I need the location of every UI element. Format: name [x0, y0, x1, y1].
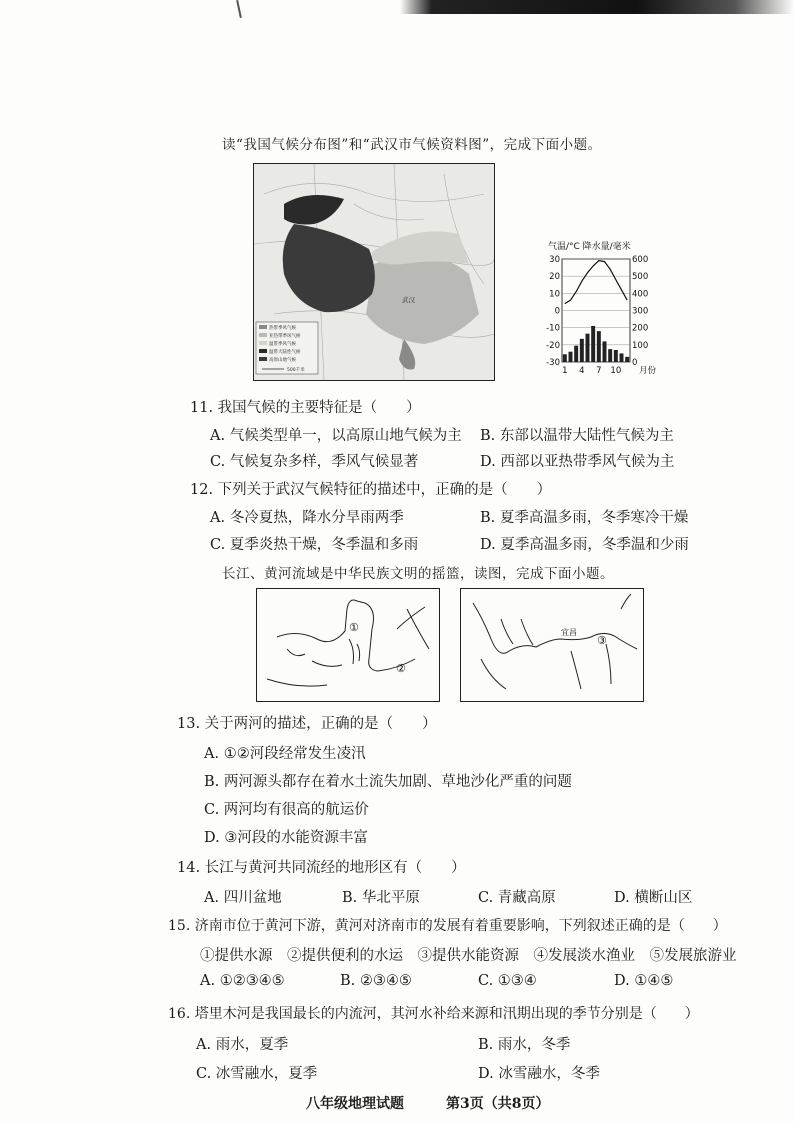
marker-1: ①: [349, 621, 359, 634]
q12-option-a[interactable]: A. 冬冷夏热，降水分旱雨两季: [210, 510, 404, 526]
temperature-tick-label: -30: [546, 358, 560, 368]
q11-stem: 11. 我国气候的主要特征是（ ）: [190, 400, 421, 416]
precipitation-tick-label: 0: [632, 358, 638, 368]
temperature-tick-label: -20: [546, 340, 560, 351]
precipitation-bar: [563, 354, 567, 362]
month-tick-label: 1: [562, 366, 568, 376]
map-legend-item: 温带季风气候: [269, 342, 296, 347]
q11-option-a[interactable]: A. 气候类型单一，以高原山地气候为主: [210, 428, 462, 444]
month-unit: 月份: [639, 366, 656, 376]
q14-option-b[interactable]: B. 华北平原: [342, 890, 420, 906]
q16-stem: 16. 塔里木河是我国最长的内流河，其河水补给来源和汛期出现的季节分别是（ ）: [168, 1006, 699, 1022]
q13-option-d[interactable]: D. ③河段的水能资源丰富: [204, 830, 368, 846]
q15-stem: 15. 济南市位于黄河下游，黄河对济南市的发展有着重要影响，下列叙述正确的是（ ）: [168, 918, 727, 934]
q13-option-a[interactable]: A. ①②河段经常发生凌汛: [204, 746, 366, 762]
map-legend-item: 高原山地气候: [269, 358, 296, 363]
climate-chart-svg: [538, 240, 656, 380]
month-tick-label: 7: [596, 366, 602, 376]
q12-option-d[interactable]: D. 夏季高温多雨，冬季温和少雨: [480, 537, 689, 553]
footer-subject: 八年级地理试题: [306, 1096, 404, 1112]
precipitation-bar: [580, 339, 584, 362]
temperature-tick-label: 0: [554, 306, 560, 317]
q14-stem: 14. 长江与黄河共同流经的地形区有（ ）: [177, 860, 466, 876]
precipitation-tick-label: 600: [632, 255, 649, 265]
q14-option-a[interactable]: A. 四川盆地: [204, 890, 282, 906]
marker-2: ②: [396, 662, 406, 675]
intro-climate: 读“我国气候分布图”和“武汉市气候资料图”，完成下面小题。: [222, 137, 602, 153]
temperature-line: [565, 261, 627, 304]
precipitation-bar: [569, 352, 573, 362]
q15-items: ①提供水源 ②提供便利的水运 ③提供水能资源 ④发展淡水渔业 ⑤发展旅游业: [200, 948, 737, 964]
q16-option-c[interactable]: C. 冰雪融水，夏季: [196, 1066, 318, 1082]
q11-option-b[interactable]: B. 东部以温带大陆性气候为主: [480, 428, 674, 444]
temperature-tick-label: 10: [549, 289, 560, 300]
month-tick-label: 10: [610, 366, 622, 376]
temperature-tick-label: 30: [549, 255, 560, 265]
marker-3: ③: [597, 634, 607, 647]
q11-option-c[interactable]: C. 气候复杂多样，季风气候显著: [210, 454, 419, 470]
precipitation-bar: [620, 353, 624, 362]
map-legend-item: 亚热带季风气候: [269, 334, 301, 339]
map-legend-item: 热带季风气候: [269, 326, 296, 331]
q15-option-b[interactable]: B. ②③④⑤: [340, 973, 412, 989]
precipitation-bar: [574, 346, 578, 362]
footer-page: 第3页（共8页）: [446, 1096, 550, 1112]
precipitation-bar: [625, 357, 629, 362]
month-tick-label: 4: [579, 366, 585, 376]
q15-option-c[interactable]: C. ①③④: [478, 973, 537, 989]
q16-option-b[interactable]: B. 雨水，冬季: [478, 1037, 571, 1053]
chart-header: 气温/°C 降水量/毫米: [548, 242, 631, 252]
precipitation-tick-label: 400: [632, 289, 649, 300]
precipitation-bar: [603, 341, 607, 362]
precipitation-tick-label: 100: [632, 340, 649, 351]
q16-option-d[interactable]: D. 冰雪融水，冬季: [478, 1066, 600, 1082]
map-city-label: 武汉: [402, 296, 415, 304]
china-map-drawing: [254, 164, 494, 380]
q13-option-c[interactable]: C. 两河均有很高的航运价: [204, 802, 369, 818]
precipitation-bar: [608, 349, 612, 362]
q15-option-d[interactable]: D. ①④⑤: [614, 973, 674, 989]
scan-shadow: [400, 0, 794, 14]
q16-option-a[interactable]: A. 雨水，夏季: [196, 1037, 289, 1053]
map-legend-item: 温带大陆性气候: [269, 350, 301, 355]
temperature-tick-label: 20: [549, 272, 560, 283]
q12-option-c[interactable]: C. 夏季炎热干燥，冬季温和多雨: [210, 537, 419, 553]
q11-option-d[interactable]: D. 西部以亚热带季风气候为主: [480, 454, 675, 470]
q14-option-d[interactable]: D. 横断山区: [614, 890, 693, 906]
precipitation-bar: [591, 326, 595, 362]
scan-mark: [236, 0, 242, 18]
map-scale: 500千米: [287, 368, 305, 373]
q12-stem: 12. 下列关于武汉气候特征的描述中，正确的是（ ）: [190, 482, 552, 498]
precipitation-tick-label: 300: [632, 306, 649, 317]
yellow-river-map: [256, 588, 440, 702]
precipitation-tick-label: 200: [632, 323, 649, 334]
temperature-tick-label: -10: [546, 323, 560, 334]
yangtze-river-map: [460, 588, 644, 702]
q14-option-c[interactable]: C. 青藏高原: [478, 890, 556, 906]
q13-option-b[interactable]: B. 两河源头都存在着水土流失加剧、草地沙化严重的问题: [204, 774, 572, 790]
precipitation-bar: [614, 350, 618, 362]
precipitation-bar: [597, 331, 601, 362]
precipitation-tick-label: 500: [632, 272, 649, 283]
wuhan-climate-chart: [538, 240, 656, 380]
q12-option-b[interactable]: B. 夏季高温多雨，冬季寒冷干燥: [480, 510, 689, 526]
q13-stem: 13. 关于两河的描述，正确的是（ ）: [177, 716, 437, 732]
q15-option-a[interactable]: A. ①②③④⑤: [200, 973, 285, 989]
city-yichang: 宜昌: [561, 628, 577, 637]
china-climate-map: [253, 163, 495, 381]
precipitation-bar: [586, 334, 590, 362]
intro-rivers: 长江、黄河流域是中华民族文明的摇篮，读图，完成下面小题。: [222, 566, 614, 582]
